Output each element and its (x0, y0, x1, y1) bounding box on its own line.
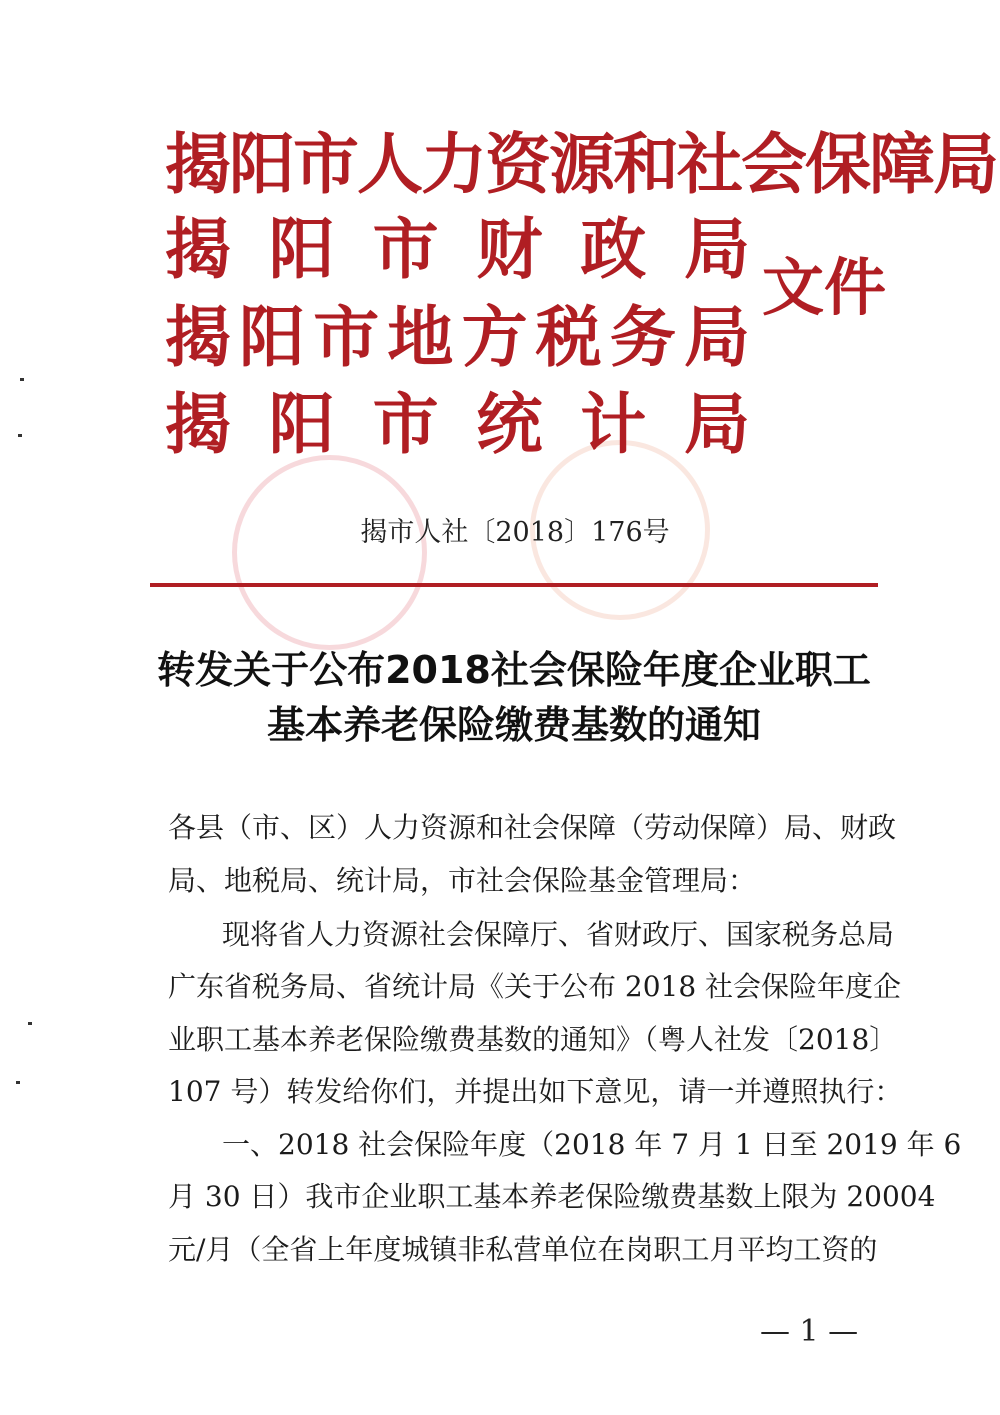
document-number: 揭市人社〔2018〕176号 (360, 517, 670, 548)
issuer-line-3 (165, 298, 750, 378)
body-line: 现将省人力资源社会保障厅、省财政厅、国家税务总局 (222, 918, 895, 951)
issuer-char: 务 (609, 299, 676, 376)
body-line: 业职工基本养老保险缴费基数的通知》（粤人社发〔2018〕 (168, 1023, 898, 1056)
issuer-char: 市 (313, 299, 380, 376)
red-separator-rule (150, 583, 878, 587)
page-number: — 1 — (760, 1314, 859, 1349)
issuer-char: 阳 (239, 299, 306, 376)
issuer-line-4 (165, 385, 750, 465)
issuer-line-1: 揭阳市人力资源和社会保障局 (165, 126, 997, 203)
official-seal-left (232, 455, 427, 650)
issuer-char: 方 (461, 299, 528, 376)
body-line: 广东省税务局、省统计局《关于公布 2018 社会保险年度企 (168, 970, 902, 1003)
scan-speck (28, 1022, 32, 1025)
notice-title-line-1: 转发关于公布2018社会保险年度企业职工 (157, 648, 871, 692)
body-line: 月 30 日）我市企业职工基本养老保险缴费基数上限为 20004 (168, 1180, 936, 1213)
notice-title-line-2: 基本养老保险缴费基数的通知 (266, 703, 761, 747)
issuer-char: 财 (476, 211, 543, 288)
issuer-char: 揭 (165, 386, 231, 463)
issuer-char: 阳 (268, 386, 335, 463)
body-line: 元/月（全省上年度城镇非私营单位在岗职工月平均工资的 (168, 1233, 878, 1266)
issuer-char: 税 (535, 299, 602, 376)
issuer-line-2 (165, 210, 750, 290)
issuer-char: 政 (580, 211, 647, 288)
issuer-char: 局 (683, 386, 750, 463)
document-type-label: 文件 (762, 251, 887, 324)
issuer-char: 阳 (268, 211, 335, 288)
scan-speck (16, 1081, 20, 1084)
issuer-char: 局 (683, 211, 750, 288)
issuer-char: 地 (387, 299, 454, 376)
issuer-char: 市 (372, 386, 439, 463)
body-line: 一、2018 社会保险年度（2018 年 7 月 1 日至 2019 年 6 (222, 1128, 962, 1161)
issuer-char: 市 (372, 211, 439, 288)
issuer-char: 局 (683, 299, 750, 376)
issuer-char: 计 (580, 386, 647, 463)
body-line: 107 号）转发给你们，并提出如下意见，请一并遵照执行： (168, 1075, 903, 1108)
scan-speck (18, 434, 22, 437)
issuer-char: 揭 (165, 299, 231, 376)
issuer-char: 统 (476, 386, 543, 463)
scan-speck (20, 378, 24, 381)
body-line: 局、地税局、统计局，市社会保险基金管理局： (168, 864, 757, 897)
issuer-char: 揭 (165, 211, 231, 288)
body-line: 各县（市、区）人力资源和社会保障（劳动保障）局、财政 (168, 811, 897, 844)
